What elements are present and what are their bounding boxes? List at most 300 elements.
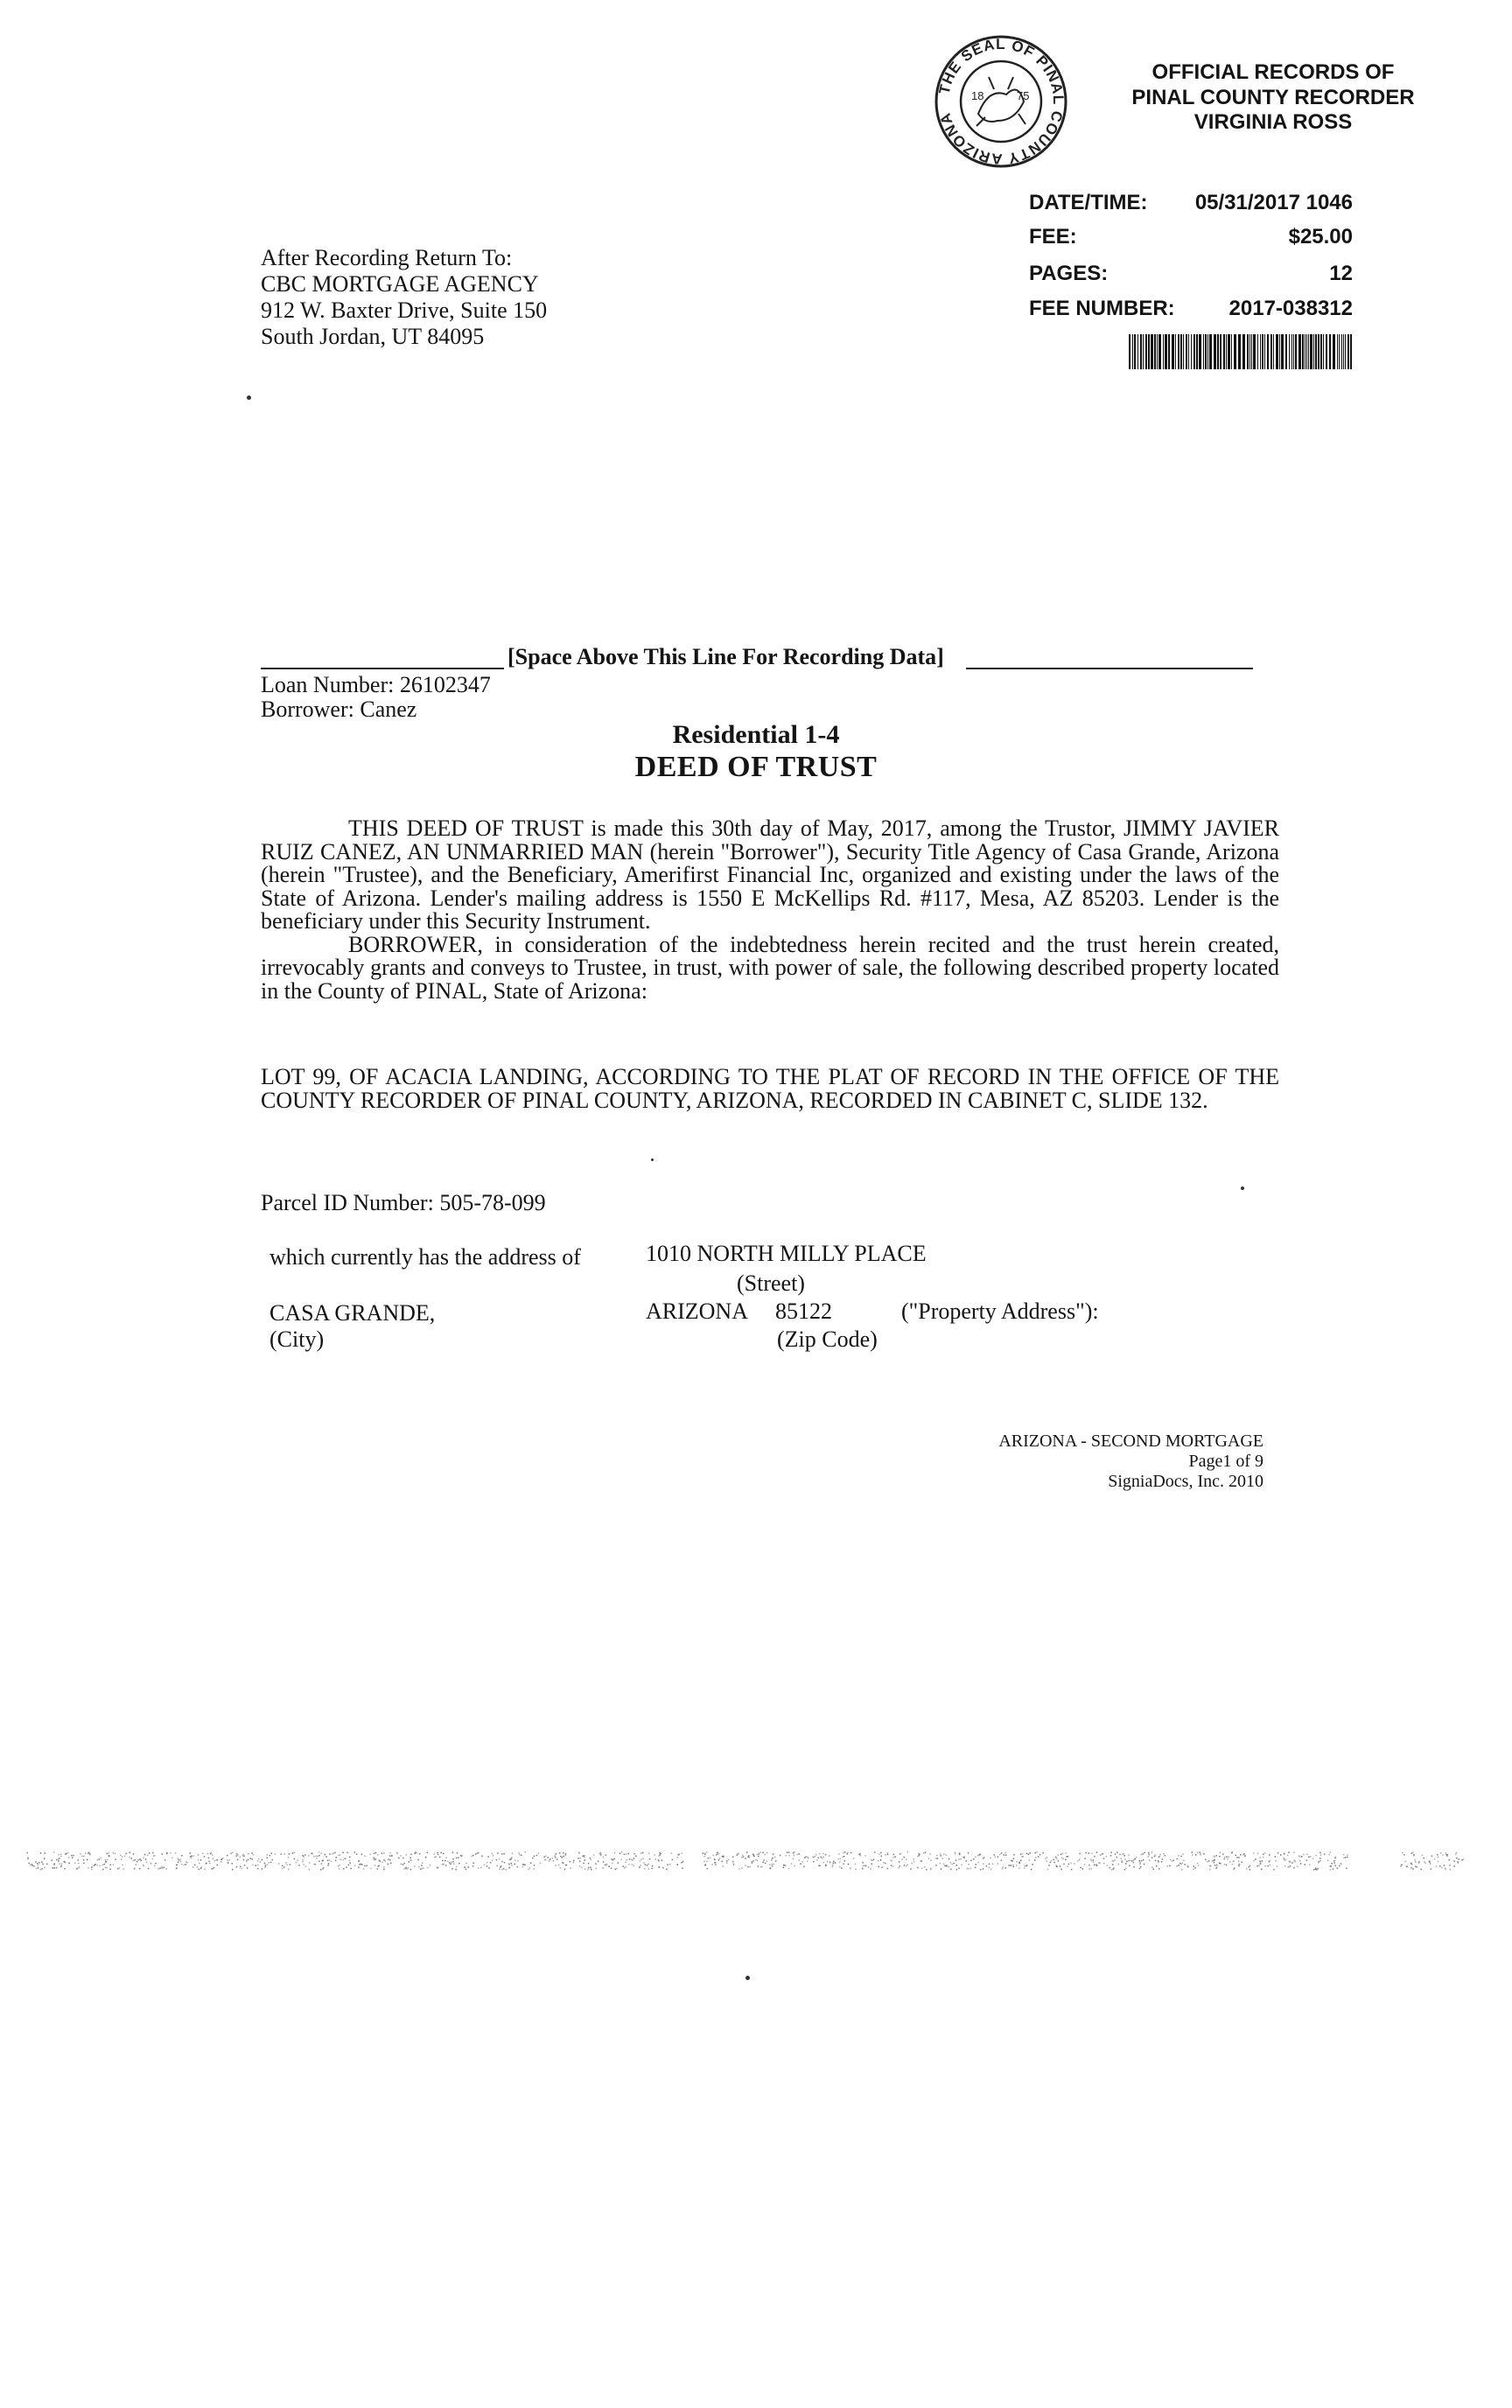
noise-dot: [598, 1860, 599, 1862]
barcode-bar: [1143, 334, 1144, 369]
noise-dot: [282, 1868, 284, 1870]
noise-dot: [1327, 1860, 1329, 1862]
noise-dot: [707, 1858, 709, 1859]
noise-dot: [1295, 1861, 1297, 1863]
noise-dot: [30, 1865, 32, 1866]
noise-dot: [60, 1856, 62, 1858]
noise-dot: [570, 1867, 571, 1869]
noise-dot: [841, 1867, 843, 1869]
barcode-bar: [1203, 334, 1204, 369]
noise-dot: [874, 1852, 876, 1853]
noise-dot: [658, 1860, 660, 1862]
noise-dot: [58, 1860, 60, 1862]
noise-dot: [1446, 1852, 1447, 1854]
noise-dot: [917, 1856, 919, 1858]
noise-dot: [1158, 1868, 1160, 1870]
noise-dot: [1216, 1865, 1218, 1866]
city-label: (City): [270, 1326, 325, 1352]
noise-dot: [354, 1852, 356, 1853]
noise-dot: [252, 1865, 254, 1866]
noise-dot: [1434, 1858, 1436, 1860]
noise-dot: [1183, 1860, 1185, 1862]
noise-dot: [946, 1854, 948, 1856]
noise-dot: [1056, 1866, 1058, 1868]
noise-dot: [626, 1859, 627, 1861]
noise-dot: [1330, 1866, 1332, 1867]
noise-dot: [1437, 1854, 1438, 1856]
noise-dot: [648, 1868, 649, 1870]
barcode-bar: [1262, 334, 1264, 369]
scan-speck: [746, 1976, 750, 1980]
noise-dot: [926, 1869, 928, 1871]
noise-dot: [503, 1853, 505, 1855]
noise-dot: [437, 1852, 438, 1854]
noise-dot: [643, 1862, 645, 1864]
noise-dot: [1424, 1863, 1426, 1865]
barcode-bar: [1276, 334, 1278, 369]
noise-dot: [603, 1861, 605, 1863]
noise-dot: [1229, 1861, 1231, 1863]
noise-dot: [634, 1858, 635, 1859]
noise-dot: [501, 1861, 503, 1863]
noise-dot: [1152, 1852, 1153, 1853]
noise-dot: [914, 1861, 915, 1863]
noise-dot: [366, 1865, 368, 1866]
noise-dot: [377, 1854, 379, 1856]
noise-dot: [1257, 1852, 1259, 1854]
barcode-bar: [1253, 334, 1256, 369]
noise-dot: [880, 1856, 882, 1858]
noise-dot: [1275, 1856, 1277, 1858]
noise-dot: [1161, 1861, 1163, 1863]
noise-dot: [121, 1858, 122, 1860]
noise-dot: [1158, 1857, 1160, 1858]
noise-dot: [1047, 1869, 1049, 1871]
barcode-bar: [1175, 334, 1176, 369]
barcode-bar: [1209, 334, 1212, 369]
noise-dot: [978, 1854, 980, 1856]
noise-dot: [1120, 1858, 1122, 1859]
noise-dot: [751, 1861, 752, 1863]
noise-dot: [565, 1855, 567, 1857]
noise-dot: [1333, 1868, 1334, 1870]
noise-dot: [91, 1869, 93, 1871]
noise-dot: [559, 1852, 561, 1854]
noise-dot: [1121, 1861, 1123, 1863]
noise-dot: [228, 1862, 229, 1864]
noise-dot: [460, 1855, 462, 1857]
noise-dot: [822, 1862, 824, 1864]
noise-dot: [294, 1852, 296, 1854]
noise-dot: [1144, 1864, 1145, 1866]
noise-dot: [27, 1858, 29, 1860]
noise-dot: [677, 1857, 679, 1858]
noise-dot: [339, 1865, 340, 1866]
noise-dot: [760, 1852, 761, 1853]
noise-dot: [910, 1868, 912, 1870]
noise-dot: [63, 1861, 65, 1863]
noise-dot: [1062, 1858, 1064, 1860]
noise-dot: [794, 1855, 795, 1857]
noise-dot: [827, 1861, 829, 1863]
noise-dot: [590, 1867, 592, 1869]
noise-dot: [584, 1857, 585, 1858]
noise-dot: [929, 1853, 931, 1855]
noise-dot: [832, 1866, 834, 1867]
noise-dot: [200, 1868, 202, 1870]
noise-dot: [975, 1867, 976, 1869]
noise-dot: [892, 1857, 894, 1858]
noise-dot: [769, 1868, 771, 1870]
noise-dot: [1126, 1861, 1128, 1863]
noise-dot: [492, 1859, 494, 1861]
noise-dot: [484, 1864, 486, 1866]
noise-dot: [452, 1858, 454, 1860]
noise-dot: [624, 1853, 626, 1855]
noise-dot: [758, 1866, 760, 1867]
noise-dot: [840, 1858, 842, 1860]
noise-dot: [941, 1868, 942, 1870]
noise-dot: [1320, 1852, 1321, 1854]
noise-dot: [1064, 1864, 1066, 1866]
noise-dot: [450, 1863, 452, 1865]
noise-dot: [497, 1852, 499, 1854]
noise-dot: [81, 1856, 83, 1858]
noise-dot: [46, 1864, 48, 1866]
noise-dot: [288, 1857, 290, 1858]
noise-dot: [210, 1853, 212, 1855]
noise-dot: [1155, 1854, 1157, 1856]
noise-dot: [1004, 1855, 1005, 1857]
noise-dot: [227, 1859, 228, 1861]
noise-dot: [1143, 1859, 1144, 1861]
noise-dot: [847, 1852, 849, 1854]
noise-dot: [606, 1854, 607, 1856]
noise-dot: [410, 1859, 412, 1861]
noise-dot: [38, 1862, 40, 1864]
noise-dot: [1116, 1852, 1118, 1853]
noise-dot: [1312, 1858, 1314, 1859]
noise-dot: [620, 1853, 621, 1855]
noise-dot: [514, 1864, 515, 1866]
noise-dot: [1446, 1854, 1448, 1856]
noise-dot: [580, 1858, 582, 1859]
noise-dot: [955, 1853, 956, 1855]
noise-dot: [312, 1853, 313, 1855]
noise-dot: [906, 1866, 907, 1867]
noise-dot: [1445, 1867, 1446, 1869]
noise-dot: [883, 1862, 885, 1864]
noise-dot: [611, 1858, 612, 1860]
noise-dot: [990, 1869, 992, 1871]
noise-dot: [608, 1866, 610, 1867]
noise-dot: [511, 1865, 513, 1866]
noise-dot: [1031, 1869, 1032, 1871]
noise-dot: [1461, 1859, 1463, 1861]
noise-dot: [1453, 1866, 1455, 1867]
noise-dot: [1315, 1867, 1317, 1869]
footer-form-name: ARIZONA - SECOND MORTGAGE: [998, 1432, 1264, 1451]
noise-dot: [326, 1856, 327, 1858]
noise-dot: [835, 1862, 836, 1864]
noise-dot: [718, 1859, 720, 1861]
noise-dot: [472, 1862, 474, 1864]
noise-dot: [1088, 1864, 1090, 1866]
noise-dot: [1290, 1866, 1292, 1867]
noise-dot: [318, 1860, 320, 1862]
noise-dot: [358, 1860, 360, 1862]
noise-dot: [1197, 1863, 1199, 1865]
noise-dot: [1113, 1860, 1115, 1862]
barcode-bar: [1339, 334, 1340, 369]
noise-dot: [618, 1862, 620, 1864]
noise-dot: [257, 1865, 259, 1866]
noise-dot: [862, 1868, 864, 1870]
noise-dot: [1317, 1868, 1319, 1870]
noise-dot: [903, 1857, 905, 1858]
noise-dot: [1061, 1857, 1063, 1858]
noise-dot: [842, 1856, 844, 1858]
noise-dot: [1264, 1866, 1266, 1867]
noise-dot: [863, 1866, 864, 1867]
noise-dot: [1060, 1869, 1062, 1871]
deed-body: [261, 817, 1279, 1003]
noise-dot: [508, 1858, 510, 1860]
document-subtitle: Residential 1-4: [672, 720, 840, 749]
noise-dot: [42, 1864, 44, 1866]
noise-dot: [524, 1852, 526, 1853]
noise-dot: [549, 1860, 550, 1862]
noise-dot: [329, 1859, 331, 1861]
noise-dot: [1284, 1853, 1285, 1855]
noise-dot: [579, 1866, 581, 1867]
noise-dot: [1423, 1858, 1424, 1859]
noise-dot: [464, 1866, 466, 1868]
noise-dot: [943, 1863, 945, 1865]
noise-dot: [651, 1868, 653, 1870]
noise-dot: [68, 1863, 70, 1865]
noise-dot: [511, 1863, 513, 1865]
noise-dot: [1155, 1860, 1157, 1862]
noise-dot: [136, 1861, 138, 1863]
noise-dot: [1208, 1860, 1210, 1862]
seal-year-left: 18: [971, 89, 984, 102]
noise-dot: [1032, 1864, 1033, 1866]
noise-dot: [639, 1866, 640, 1868]
noise-dot: [1148, 1852, 1150, 1854]
noise-dot: [400, 1864, 402, 1866]
noise-dot: [374, 1865, 376, 1866]
noise-dot: [359, 1864, 360, 1866]
noise-dot: [88, 1867, 89, 1869]
noise-dot: [493, 1855, 494, 1857]
noise-dot: [451, 1861, 452, 1863]
noise-dot: [880, 1859, 882, 1861]
barcode-bar: [1223, 334, 1225, 369]
noise-dot: [1098, 1862, 1100, 1864]
noise-dot: [602, 1867, 604, 1869]
noise-dot: [1165, 1855, 1166, 1857]
noise-dot: [206, 1863, 207, 1865]
noise-dot: [1236, 1857, 1238, 1858]
noise-dot: [829, 1855, 830, 1857]
noise-dot: [1133, 1866, 1135, 1868]
noise-dot: [1124, 1858, 1126, 1860]
barcode-bar: [1267, 334, 1269, 369]
noise-dot: [973, 1858, 975, 1860]
noise-dot: [416, 1852, 417, 1854]
noise-dot: [72, 1857, 74, 1858]
noise-dot: [414, 1866, 416, 1867]
noise-dot: [1453, 1860, 1455, 1862]
noise-dot: [1106, 1856, 1108, 1858]
noise-dot: [122, 1865, 123, 1866]
noise-dot: [349, 1860, 351, 1862]
noise-dot: [1056, 1858, 1058, 1859]
noise-dot: [499, 1869, 500, 1871]
noise-dot: [871, 1859, 872, 1861]
noise-dot: [1022, 1853, 1024, 1855]
noise-dot: [204, 1856, 206, 1858]
noise-dot: [1010, 1865, 1012, 1866]
noise-dot: [285, 1862, 287, 1864]
noise-dot: [345, 1858, 346, 1859]
noise-dot: [472, 1866, 474, 1867]
noise-dot: [144, 1854, 146, 1856]
noise-dot: [964, 1856, 966, 1858]
barcode-bar: [1180, 334, 1182, 369]
recording-fee-row: [1029, 225, 1353, 256]
noise-dot: [632, 1864, 634, 1866]
barcode-bar: [1329, 334, 1331, 369]
noise-dot: [1278, 1852, 1279, 1854]
noise-dot: [217, 1865, 219, 1866]
noise-dot: [1287, 1855, 1289, 1857]
noise-dot: [771, 1859, 773, 1861]
barcode-bar: [1183, 334, 1184, 369]
noise-dot: [752, 1860, 754, 1862]
noise-dot: [396, 1853, 398, 1855]
noise-dot: [766, 1860, 768, 1862]
noise-dot: [198, 1854, 200, 1856]
noise-dot: [980, 1869, 982, 1871]
noise-dot: [1432, 1855, 1433, 1857]
noise-dot: [565, 1853, 567, 1855]
noise-dot: [147, 1855, 149, 1857]
noise-dot: [1228, 1856, 1229, 1858]
noise-dot: [545, 1855, 547, 1857]
noise-dot: [584, 1868, 586, 1870]
noise-dot: [99, 1866, 101, 1867]
noise-dot: [383, 1852, 385, 1854]
noise-dot: [278, 1863, 280, 1865]
barcode-bar: [1220, 334, 1222, 369]
noise-dot: [318, 1852, 320, 1853]
noise-dot: [41, 1868, 43, 1870]
noise-dot: [1439, 1866, 1441, 1867]
noise-dot: [133, 1853, 135, 1855]
noise-dot: [782, 1867, 784, 1869]
noise-dot: [422, 1868, 424, 1870]
noise-dot: [816, 1854, 817, 1856]
noise-dot: [715, 1862, 717, 1864]
noise-dot: [563, 1862, 564, 1864]
noise-dot: [1275, 1860, 1277, 1862]
noise-dot: [1303, 1854, 1305, 1856]
noise-dot: [264, 1863, 266, 1865]
return-to-line-1: CBC MORTGAGE AGENCY: [261, 271, 539, 297]
noise-dot: [124, 1855, 126, 1857]
barcode-bar: [1242, 334, 1245, 369]
noise-dot: [445, 1857, 447, 1858]
noise-dot: [654, 1854, 655, 1856]
barcode-bar: [1285, 334, 1287, 369]
noise-dot: [704, 1864, 706, 1866]
noise-dot: [105, 1861, 107, 1863]
barcode-bar: [1273, 334, 1274, 369]
noise-dot: [798, 1859, 800, 1861]
noise-dot: [243, 1855, 245, 1857]
noise-dot: [456, 1866, 458, 1868]
noise-dot: [1195, 1854, 1197, 1856]
noise-dot: [518, 1852, 520, 1854]
noise-dot: [242, 1855, 244, 1857]
noise-dot: [823, 1856, 825, 1858]
noise-dot: [887, 1868, 889, 1870]
noise-dot: [783, 1865, 785, 1866]
noise-dot: [995, 1856, 997, 1858]
noise-dot: [1298, 1855, 1300, 1857]
noise-dot: [1227, 1858, 1228, 1860]
noise-dot: [343, 1859, 345, 1861]
noise-dot: [442, 1864, 444, 1866]
noise-dot: [986, 1866, 988, 1867]
noise-dot: [645, 1864, 647, 1866]
noise-dot: [1215, 1867, 1217, 1869]
noise-dot: [1048, 1865, 1050, 1866]
barcode-bar: [1333, 334, 1335, 369]
noise-dot: [1420, 1869, 1422, 1871]
noise-dot: [107, 1853, 108, 1855]
svg-text:THE SEAL OF PINAL COUNTY ARIZO: [936, 36, 1068, 167]
noise-dot: [818, 1857, 820, 1858]
noise-dot: [1001, 1852, 1003, 1854]
noise-dot: [631, 1858, 633, 1860]
noise-dot: [913, 1858, 914, 1860]
noise-dot: [346, 1866, 347, 1868]
noise-dot: [648, 1864, 650, 1866]
noise-dot: [1412, 1852, 1414, 1853]
noise-dot: [315, 1856, 317, 1858]
noise-dot: [60, 1866, 62, 1868]
noise-dot: [1259, 1857, 1261, 1858]
noise-dot: [499, 1858, 500, 1860]
noise-dot: [1400, 1866, 1402, 1867]
noise-dot: [1128, 1854, 1130, 1856]
noise-dot: [892, 1866, 894, 1867]
noise-dot: [1116, 1857, 1117, 1858]
barcode-bar: [1345, 334, 1346, 369]
noise-dot: [946, 1866, 948, 1867]
noise-dot: [1417, 1866, 1418, 1868]
noise-dot: [917, 1867, 919, 1869]
noise-dot: [517, 1860, 519, 1862]
noise-dot: [253, 1854, 255, 1856]
noise-dot: [989, 1863, 990, 1865]
noise-dot: [642, 1858, 644, 1859]
noise-dot: [282, 1866, 284, 1867]
noise-dot: [1018, 1867, 1020, 1869]
